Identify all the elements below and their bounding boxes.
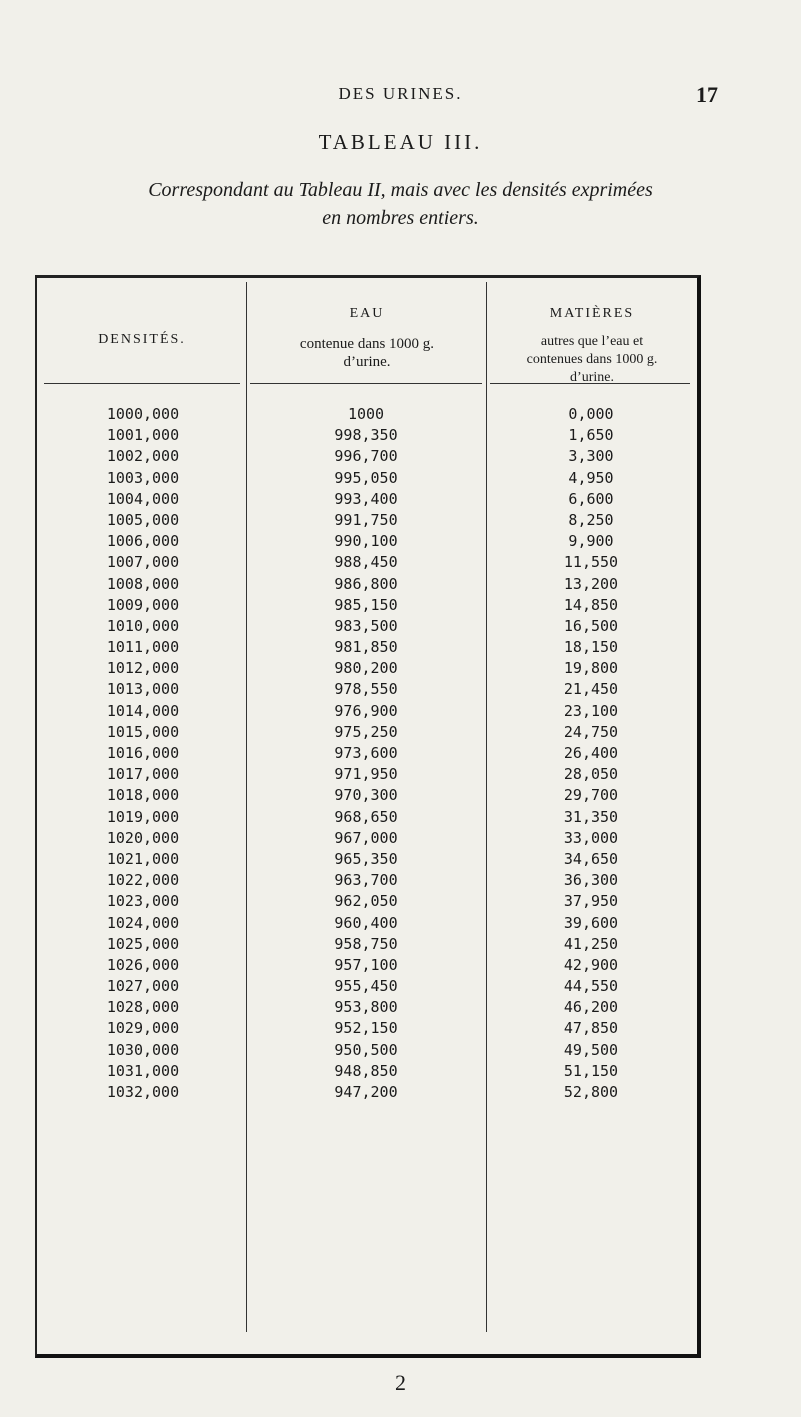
header-matieres-line-3: d’urine. bbox=[570, 370, 614, 385]
density-cell: 1030,000 bbox=[106, 1040, 180, 1059]
density-cell: 1007,000 bbox=[106, 553, 180, 572]
solids-cell: 34,650 bbox=[563, 849, 619, 868]
table-row bbox=[38, 976, 694, 997]
density-cell: 1026,000 bbox=[106, 955, 180, 974]
solids-cell: 13,200 bbox=[563, 574, 619, 593]
table-row bbox=[38, 764, 694, 785]
table-row bbox=[38, 913, 694, 934]
table-subtitle bbox=[28, 176, 773, 232]
table-row bbox=[38, 489, 694, 510]
solids-cell: 14,850 bbox=[563, 595, 619, 614]
table-row bbox=[38, 743, 694, 764]
density-cell: 1005,000 bbox=[106, 510, 180, 529]
water-cell: 952,150 bbox=[334, 1019, 398, 1038]
solids-cell: 36,300 bbox=[563, 871, 619, 890]
header-matieres-caps: MATIÈRES bbox=[549, 306, 635, 321]
water-cell: 980,200 bbox=[334, 659, 398, 678]
header-densites: DENSITÉS. bbox=[98, 332, 186, 347]
table-row bbox=[38, 510, 694, 531]
table-row bbox=[38, 425, 694, 446]
water-cell: 970,300 bbox=[334, 786, 398, 805]
solids-cell: 46,200 bbox=[563, 998, 619, 1017]
water-cell: 996,700 bbox=[334, 447, 398, 466]
density-cell: 1003,000 bbox=[106, 468, 180, 487]
density-cell: 1002,000 bbox=[106, 447, 180, 466]
water-cell: 955,450 bbox=[334, 977, 398, 996]
solids-cell: 31,350 bbox=[563, 807, 619, 826]
water-cell: 998,350 bbox=[334, 426, 398, 445]
density-cell: 1008,000 bbox=[106, 574, 180, 593]
density-cell: 1000,000 bbox=[106, 405, 180, 423]
water-cell: 1000 bbox=[347, 405, 385, 423]
table-row bbox=[38, 595, 694, 616]
solids-cell: 21,450 bbox=[563, 680, 619, 699]
density-cell: 1029,000 bbox=[106, 1019, 180, 1038]
water-cell: 978,550 bbox=[334, 680, 398, 699]
solids-cell: 19,800 bbox=[563, 659, 619, 678]
density-cell: 1027,000 bbox=[106, 977, 180, 996]
solids-cell: 6,600 bbox=[568, 489, 614, 508]
solids-cell: 23,100 bbox=[563, 701, 619, 720]
header-eau-line-2: d’urine. bbox=[343, 354, 391, 370]
density-cell: 1011,000 bbox=[106, 638, 180, 657]
water-cell: 947,200 bbox=[334, 1083, 398, 1101]
header-rule-2 bbox=[250, 383, 482, 384]
solids-cell: 9,900 bbox=[568, 532, 614, 551]
water-cell: 990,100 bbox=[334, 532, 398, 551]
table-row bbox=[38, 997, 694, 1018]
table-row bbox=[38, 722, 694, 743]
density-cell: 1001,000 bbox=[106, 426, 180, 445]
table-row bbox=[38, 1061, 694, 1082]
solids-cell: 16,500 bbox=[563, 616, 619, 635]
header-eau-caps: EAU bbox=[349, 306, 385, 321]
solids-cell: 42,900 bbox=[563, 955, 619, 974]
header-eau-line-1: contenue dans 1000 g. bbox=[299, 336, 435, 352]
density-cell: 1028,000 bbox=[106, 998, 180, 1017]
water-cell: 967,000 bbox=[334, 828, 398, 847]
page-number: 17 bbox=[696, 82, 718, 107]
density-cell: 1021,000 bbox=[106, 849, 180, 868]
density-cell: 1023,000 bbox=[106, 892, 180, 911]
table-row bbox=[38, 574, 694, 595]
solids-cell: 3,300 bbox=[568, 447, 614, 466]
density-cell: 1019,000 bbox=[106, 807, 180, 826]
density-cell: 1006,000 bbox=[106, 532, 180, 551]
table-title: TABLEAU III. bbox=[318, 130, 483, 154]
table-row bbox=[38, 807, 694, 828]
water-cell: 957,100 bbox=[334, 955, 398, 974]
density-cell: 1031,000 bbox=[106, 1061, 180, 1080]
solids-cell: 33,000 bbox=[563, 828, 619, 847]
water-cell: 953,800 bbox=[334, 998, 398, 1017]
water-cell: 988,450 bbox=[334, 553, 398, 572]
density-cell: 1020,000 bbox=[106, 828, 180, 847]
solids-cell: 4,950 bbox=[568, 468, 614, 487]
water-cell: 975,250 bbox=[334, 722, 398, 741]
running-head: DES URINES. bbox=[338, 84, 463, 103]
table-row bbox=[38, 849, 694, 870]
density-cell: 1018,000 bbox=[106, 786, 180, 805]
solids-cell: 37,950 bbox=[563, 892, 619, 911]
solids-cell: 47,850 bbox=[563, 1019, 619, 1038]
water-cell: 958,750 bbox=[334, 934, 398, 953]
header-matieres-line-1: autres que l’eau et bbox=[540, 334, 644, 349]
table-row bbox=[38, 701, 694, 722]
density-cell: 1010,000 bbox=[106, 616, 180, 635]
density-cell: 1032,000 bbox=[106, 1083, 180, 1101]
water-cell: 960,400 bbox=[334, 913, 398, 932]
table-row bbox=[38, 1082, 694, 1103]
table-row bbox=[38, 637, 694, 658]
density-cell: 1014,000 bbox=[106, 701, 180, 720]
table-row bbox=[38, 468, 694, 489]
water-cell: 991,750 bbox=[334, 510, 398, 529]
table-row bbox=[38, 891, 694, 912]
header-matieres-line-2: contenues dans 1000 g. bbox=[526, 352, 658, 367]
density-cell: 1025,000 bbox=[106, 934, 180, 953]
table-row bbox=[38, 955, 694, 976]
table-row bbox=[38, 658, 694, 679]
solids-cell: 49,500 bbox=[563, 1040, 619, 1059]
water-cell: 948,850 bbox=[334, 1061, 398, 1080]
table-row bbox=[38, 1040, 694, 1061]
header-rule-1 bbox=[44, 383, 240, 384]
water-cell: 965,350 bbox=[334, 849, 398, 868]
water-cell: 950,500 bbox=[334, 1040, 398, 1059]
table-row bbox=[38, 552, 694, 573]
table-body bbox=[38, 404, 694, 1103]
solids-cell: 28,050 bbox=[563, 765, 619, 784]
table-row bbox=[38, 679, 694, 700]
solids-cell: 52,800 bbox=[563, 1083, 619, 1101]
solids-cell: 26,400 bbox=[563, 744, 619, 762]
table-row bbox=[38, 934, 694, 955]
solids-cell: 41,250 bbox=[563, 934, 619, 953]
density-cell: 1024,000 bbox=[106, 913, 180, 932]
table-row bbox=[38, 828, 694, 849]
solids-cell: 24,750 bbox=[563, 722, 619, 741]
solids-cell: 1,650 bbox=[568, 426, 614, 445]
density-cell: 1009,000 bbox=[106, 595, 180, 614]
subtitle-line-2: en nombres entiers. bbox=[322, 207, 479, 229]
density-cell: 1022,000 bbox=[106, 871, 180, 890]
solids-cell: 11,550 bbox=[563, 553, 619, 572]
water-cell: 981,850 bbox=[334, 638, 398, 657]
solids-cell: 44,550 bbox=[563, 977, 619, 996]
density-cell: 1004,000 bbox=[106, 489, 180, 508]
table-row bbox=[38, 616, 694, 637]
solids-cell: 18,150 bbox=[563, 638, 619, 657]
header-matieres bbox=[490, 305, 694, 387]
table-row bbox=[38, 870, 694, 891]
density-cell: 1013,000 bbox=[106, 680, 180, 699]
solids-cell: 8,250 bbox=[568, 510, 614, 529]
density-cell: 1017,000 bbox=[106, 765, 180, 784]
water-cell: 973,600 bbox=[334, 744, 398, 762]
water-cell: 995,050 bbox=[334, 468, 398, 487]
water-cell: 962,050 bbox=[334, 892, 398, 911]
water-cell: 986,800 bbox=[334, 574, 398, 593]
water-cell: 971,950 bbox=[334, 765, 398, 784]
water-cell: 983,500 bbox=[334, 616, 398, 635]
water-cell: 985,150 bbox=[334, 595, 398, 614]
solids-cell: 51,150 bbox=[563, 1061, 619, 1080]
signature-mark: 2 bbox=[395, 1370, 406, 1395]
solids-cell: 0,000 bbox=[568, 405, 614, 423]
table-row bbox=[38, 446, 694, 467]
solids-cell: 39,600 bbox=[563, 913, 619, 932]
density-cell: 1012,000 bbox=[106, 659, 180, 678]
water-cell: 963,700 bbox=[334, 871, 398, 890]
water-cell: 976,900 bbox=[334, 701, 398, 720]
density-cell: 1016,000 bbox=[106, 744, 180, 762]
solids-cell: 29,700 bbox=[563, 786, 619, 805]
subtitle-line-1: Correspondant au Tableau II, mais avec les densités exprimées bbox=[148, 179, 653, 201]
table-row bbox=[38, 785, 694, 806]
density-cell: 1015,000 bbox=[106, 722, 180, 741]
table-row bbox=[38, 1018, 694, 1039]
table-row bbox=[38, 404, 694, 425]
table-row bbox=[38, 531, 694, 552]
water-cell: 993,400 bbox=[334, 489, 398, 508]
header-eau bbox=[250, 305, 484, 371]
water-cell: 968,650 bbox=[334, 807, 398, 826]
